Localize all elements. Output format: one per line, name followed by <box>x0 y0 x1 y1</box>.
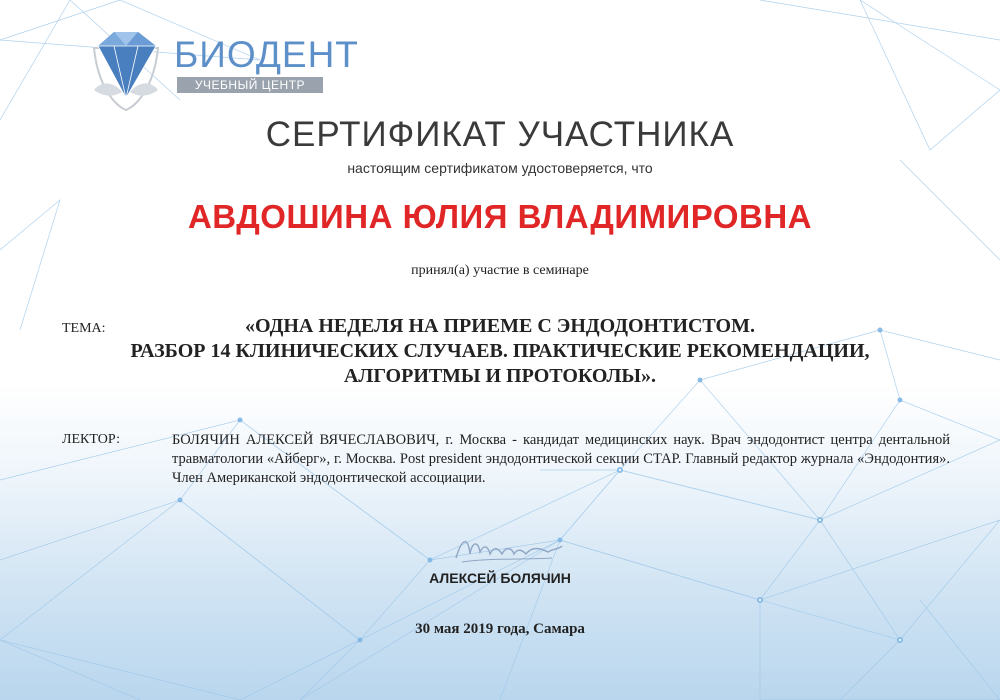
topic-text <box>0 314 1000 389</box>
recipient-name: АВДОШИНА ЮЛИЯ ВЛАДИМИРОВНА <box>187 198 813 235</box>
topic-label: ТЕМА: <box>62 321 106 336</box>
handwritten-signature <box>448 528 568 568</box>
certificate-subtitle: настоящим сертификатом удостоверяется, что <box>347 160 653 176</box>
lector-label: ЛЕКТОР: <box>62 432 121 447</box>
topic-line: «ОДНА НЕДЕЛЯ НА ПРИЕМЕ С ЭНДОДОНТИСТОМ. <box>245 315 755 337</box>
topic-line: РАЗБОР 14 КЛИНИЧЕСКИХ СЛУЧАЕВ. ПРАКТИЧЕСКИЕ РЕКОМЕНДАЦИИ, <box>130 340 870 362</box>
logo-title: БИОДЕНТ <box>174 34 359 75</box>
diamond-with-leaves-icon <box>88 28 168 114</box>
signer-name: АЛЕКСЕЙ БОЛЯЧИН <box>429 570 571 586</box>
participation-text: принял(а) участие в семинаре <box>411 263 589 278</box>
certificate-title: СЕРТИФИКАТ УЧАСТНИКА <box>265 115 735 154</box>
date-place: 30 мая 2019 года, Самара <box>415 621 585 637</box>
lector-description: БОЛЯЧИН АЛЕКСЕЙ ВЯЧЕСЛАВОВИЧ, г. Москва - кандидат медицинских наук. Врач эндодонтист центра дентальной травматологии «Айберг», г. Москва. Post president эндодонтической секции СТАР. Главный редактор журнала «Эндодонтия». Член Американской эндодонтической ассоциации. <box>172 432 950 486</box>
logo-subtitle: УЧЕБНЫЙ ЦЕНТР <box>177 77 323 93</box>
topic-line: АЛГОРИТМЫ И ПРОТОКОЛЫ». <box>343 365 656 387</box>
